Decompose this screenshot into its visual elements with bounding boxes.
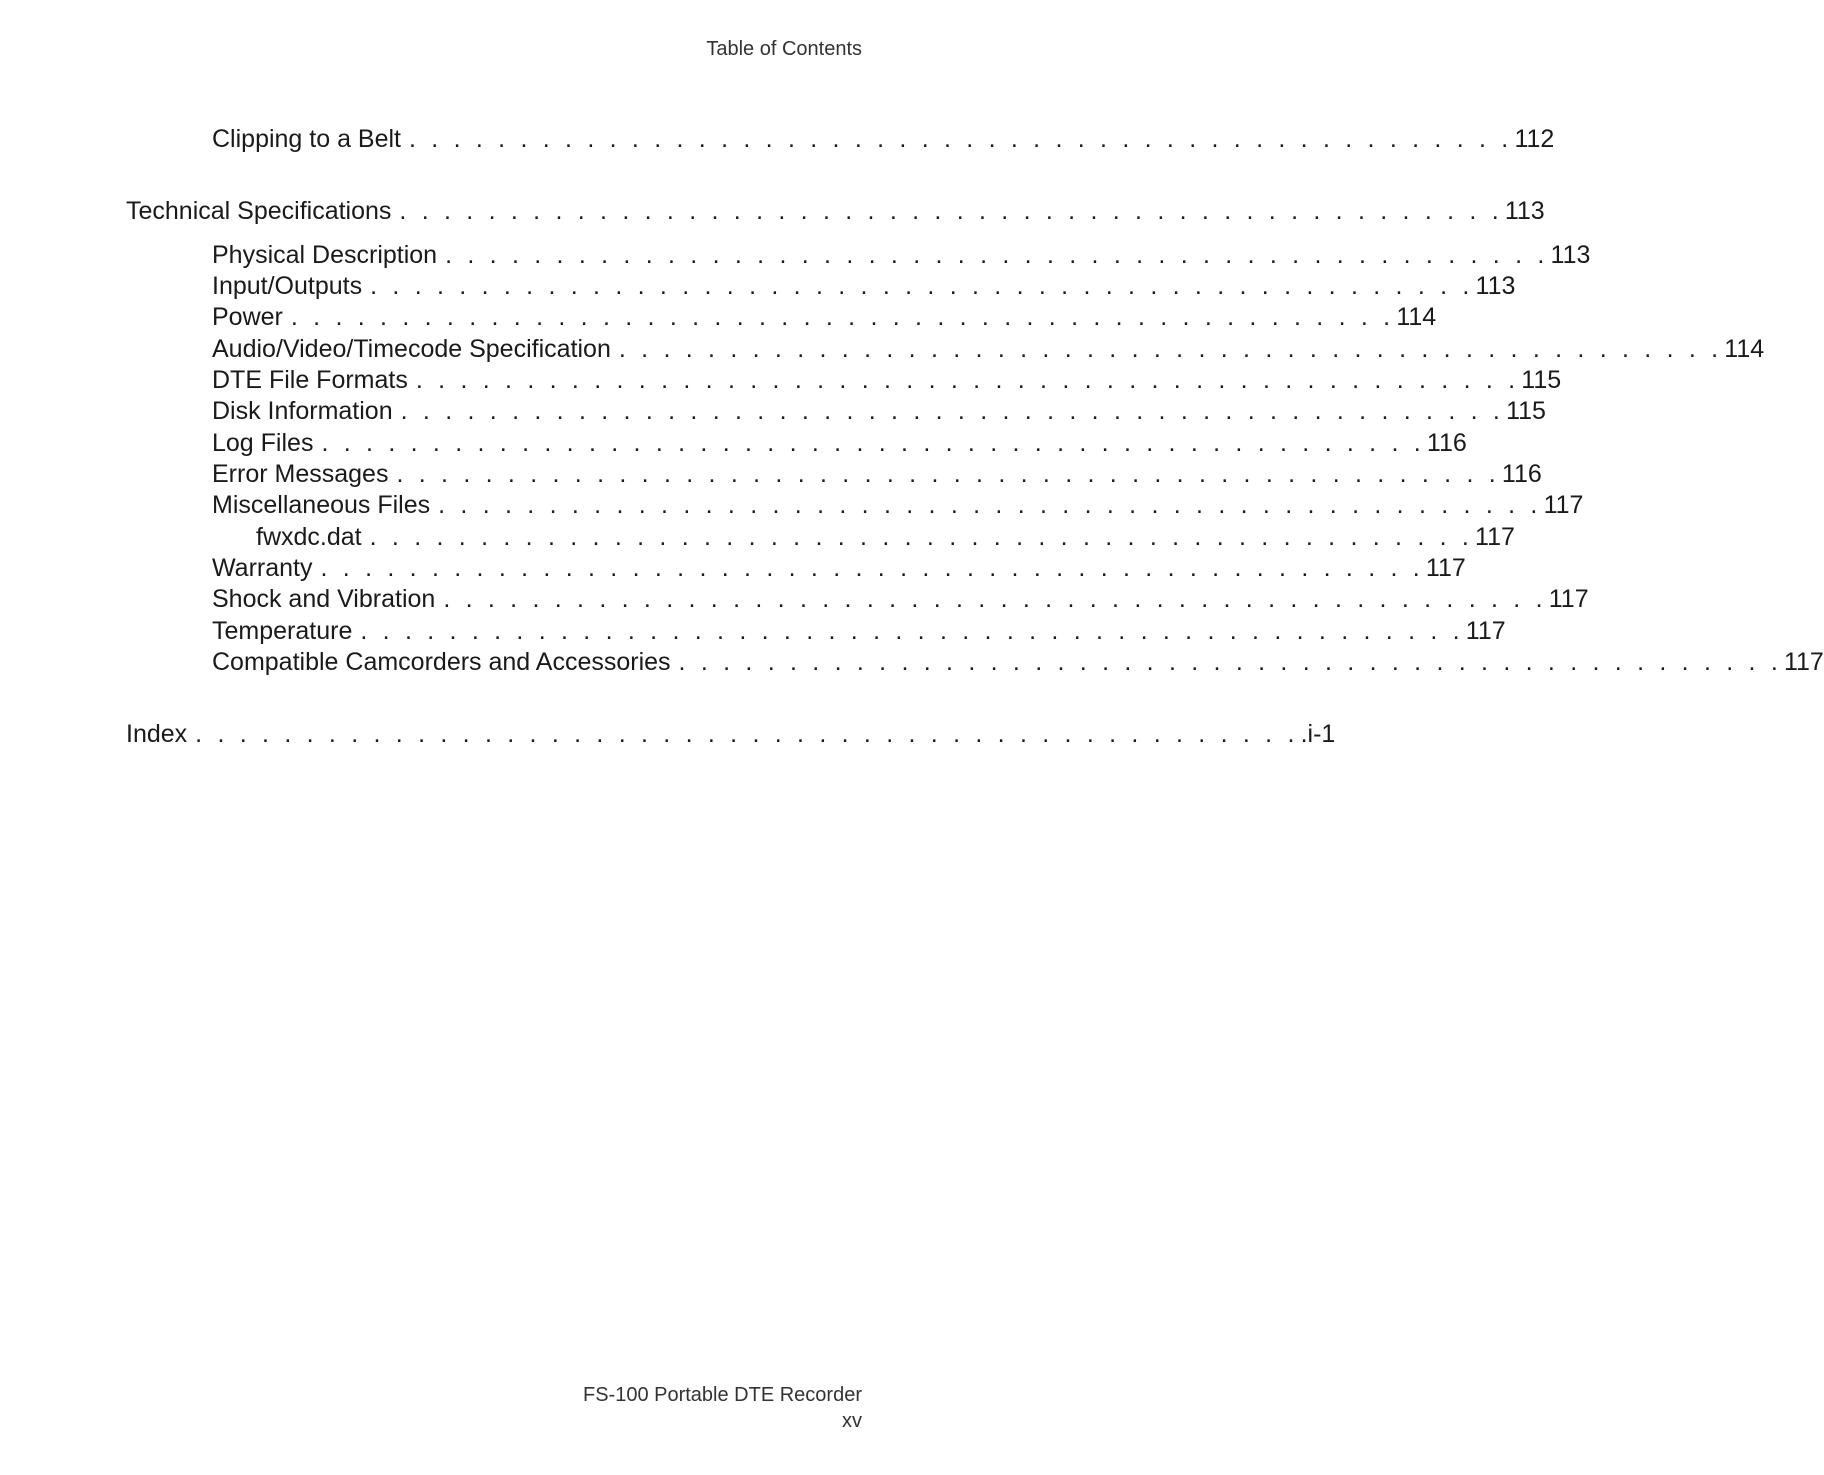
dot-leader: . . . . . . . . . . . . . . . . . . . . . . . . . . . . . . . . . . . . . . . . . . . . . . . . . . bbox=[618, 335, 1723, 363]
toc-entry-page: 115 bbox=[1506, 397, 1546, 425]
toc-entry-label: Disk Information bbox=[212, 397, 393, 425]
running-header-title: Table of Contents bbox=[706, 38, 862, 60]
dot-leader: . . . . . . . . . . . . . . . . . . . . . . . . . . . . . . . . . . . . . . . . . . . . . . . . . . bbox=[400, 397, 1505, 425]
dot-leader: . . . . . . . . . . . . . . . . . . . . . . . . . . . . . . . . . . . . . . . . . . . . . . . . . . bbox=[370, 272, 1474, 300]
dot-leader: . . . . . . . . . . . . . . . . . . . . . . . . . . . . . . . . . . . . . . . . . . . . . . . . . . bbox=[360, 617, 1464, 645]
dot-leader: . . . . . . . . . . . . . . . . . . . . . . . . . . . . . . . . . . . . . . . . . . . . . . . . . . bbox=[290, 303, 1395, 331]
toc-entry-label: DTE File Formats bbox=[212, 366, 408, 394]
dot-leader: . . . . . . . . . . . . . . . . . . . . . . . . . . . . . . . . . . . . . . . . . . . . . . . . . . bbox=[399, 197, 1503, 225]
dot-leader: . . . . . . . . . . . . . . . . . . . . . . . . . . . . . . . . . . . . . . . . . . . . . . . . . . bbox=[320, 554, 1424, 582]
toc-entry-log-files[interactable] bbox=[212, 428, 1467, 459]
running-footer bbox=[583, 1382, 862, 1434]
toc-entry-technical-specifications[interactable] bbox=[126, 196, 1545, 227]
toc-entry-physical-description[interactable] bbox=[212, 240, 1591, 271]
toc-entry-miscellaneous-files[interactable] bbox=[212, 490, 1584, 521]
toc-entry-label: Temperature bbox=[212, 617, 353, 645]
toc-entry-label: Log Files bbox=[212, 429, 314, 457]
dot-leader: . . . . . . . . . . . . . . . . . . . . . . . . . . . . . . . . . . . . . . . . . . . . . . . . . . bbox=[321, 429, 1425, 457]
toc-entry-label: Input/Outputs bbox=[212, 272, 363, 300]
toc-entry-label: Warranty bbox=[212, 554, 313, 582]
toc-entry-index[interactable] bbox=[126, 719, 1336, 750]
toc-entry-disk-information[interactable] bbox=[212, 396, 1546, 427]
toc-entry-compatible-camcorders[interactable] bbox=[212, 647, 1824, 678]
toc-entry-warranty[interactable] bbox=[212, 553, 1466, 584]
footer-product-name: FS-100 Portable DTE Recorder bbox=[582, 1384, 862, 1406]
toc-entry-page: .i-1 bbox=[1300, 720, 1336, 748]
toc-entry-page: 113 bbox=[1475, 272, 1516, 300]
toc-entry-power[interactable] bbox=[212, 302, 1437, 333]
toc-entry-page: 115 bbox=[1521, 366, 1562, 394]
toc-entry-page: 113 bbox=[1550, 241, 1591, 269]
toc-entry-audio-video-timecode-specification[interactable] bbox=[212, 334, 1765, 365]
toc-entry-label: fwxdc.dat bbox=[256, 523, 362, 551]
toc-entry-input-outputs[interactable] bbox=[212, 271, 1516, 302]
toc-entry-label: Clipping to a Belt bbox=[212, 125, 402, 153]
toc-entry-error-messages[interactable] bbox=[212, 459, 1542, 490]
dot-leader: . . . . . . . . . . . . . . . . . . . . . . . . . . . . . . . . . . . . . . . . . . . . . . . . . . bbox=[409, 125, 1513, 153]
toc-entry-page: 117 bbox=[1783, 648, 1824, 676]
dot-leader: . . . . . . . . . . . . . . . . . . . . . . . . . . . . . . . . . . . . . . . . . . . . . . . . . . bbox=[678, 648, 1782, 676]
toc-entry-label: Index bbox=[126, 720, 188, 748]
toc-entry-page: 114 bbox=[1724, 335, 1765, 363]
toc-entry-label: Compatible Camcorders and Accessories bbox=[212, 648, 671, 676]
toc-entry-label: Error Messages bbox=[212, 460, 389, 488]
toc-entry-page: 114 bbox=[1396, 303, 1437, 331]
toc-entry-page: 112 bbox=[1514, 125, 1555, 153]
dot-leader: . . . . . . . . . . . . . . . . . . . . . . . . . . . . . . . . . . . . . . . . . . . . . . . . . . bbox=[438, 491, 1542, 519]
toc-entry-dte-file-formats[interactable] bbox=[212, 365, 1562, 396]
toc-entry-page: 113 bbox=[1504, 197, 1545, 225]
toc-entry-label: Miscellaneous Files bbox=[212, 491, 431, 519]
dot-leader: . . . . . . . . . . . . . . . . . . . . . . . . . . . . . . . . . . . . . . . . . . . . . . . . . . bbox=[195, 720, 1299, 748]
dot-leader: . . . . . . . . . . . . . . . . . . . . . . . . . . . . . . . . . . . . . . . . . . . . . . . . . . bbox=[443, 585, 1547, 613]
toc-entry-label: Shock and Vibration bbox=[212, 585, 436, 613]
toc-entry-label: Physical Description bbox=[212, 241, 438, 269]
toc-entry-label: Technical Specifications bbox=[126, 197, 392, 225]
dot-leader: . . . . . . . . . . . . . . . . . . . . . . . . . . . . . . . . . . . . . . . . . . . . . . . . . . bbox=[415, 366, 1520, 394]
toc-entry-page: 117 bbox=[1475, 523, 1515, 551]
toc-entry-fwxdc-dat[interactable] bbox=[256, 522, 1515, 553]
dot-leader: . . . . . . . . . . . . . . . . . . . . . . . . . . . . . . . . . . . . . . . . . . . . . . . . . . bbox=[445, 241, 1549, 269]
dot-leader: . . . . . . . . . . . . . . . . . . . . . . . . . . . . . . . . . . . . . . . . . . . . . . . . . . bbox=[396, 460, 1500, 488]
dot-leader: . . . . . . . . . . . . . . . . . . . . . . . . . . . . . . . . . . . . . . . . . . . . . . . . . . bbox=[369, 523, 1474, 551]
footer-page-number: xv bbox=[842, 1410, 862, 1432]
toc-entry-label: Audio/Video/Timecode Specification bbox=[212, 335, 611, 363]
toc-entry-temperature[interactable] bbox=[212, 616, 1506, 647]
toc-entry-clipping-to-a-belt[interactable] bbox=[212, 124, 1555, 155]
toc-entry-label: Power bbox=[212, 303, 283, 331]
toc-entry-page: 117 bbox=[1465, 617, 1506, 645]
toc-entry-shock-and-vibration[interactable] bbox=[212, 584, 1589, 615]
toc-entry-page: 116 bbox=[1426, 429, 1467, 457]
toc-entry-page: 116 bbox=[1501, 460, 1542, 488]
toc-entry-page: 117 bbox=[1543, 491, 1584, 519]
toc-entry-page: 117 bbox=[1425, 554, 1466, 582]
toc-entry-page: 117 bbox=[1548, 585, 1589, 613]
